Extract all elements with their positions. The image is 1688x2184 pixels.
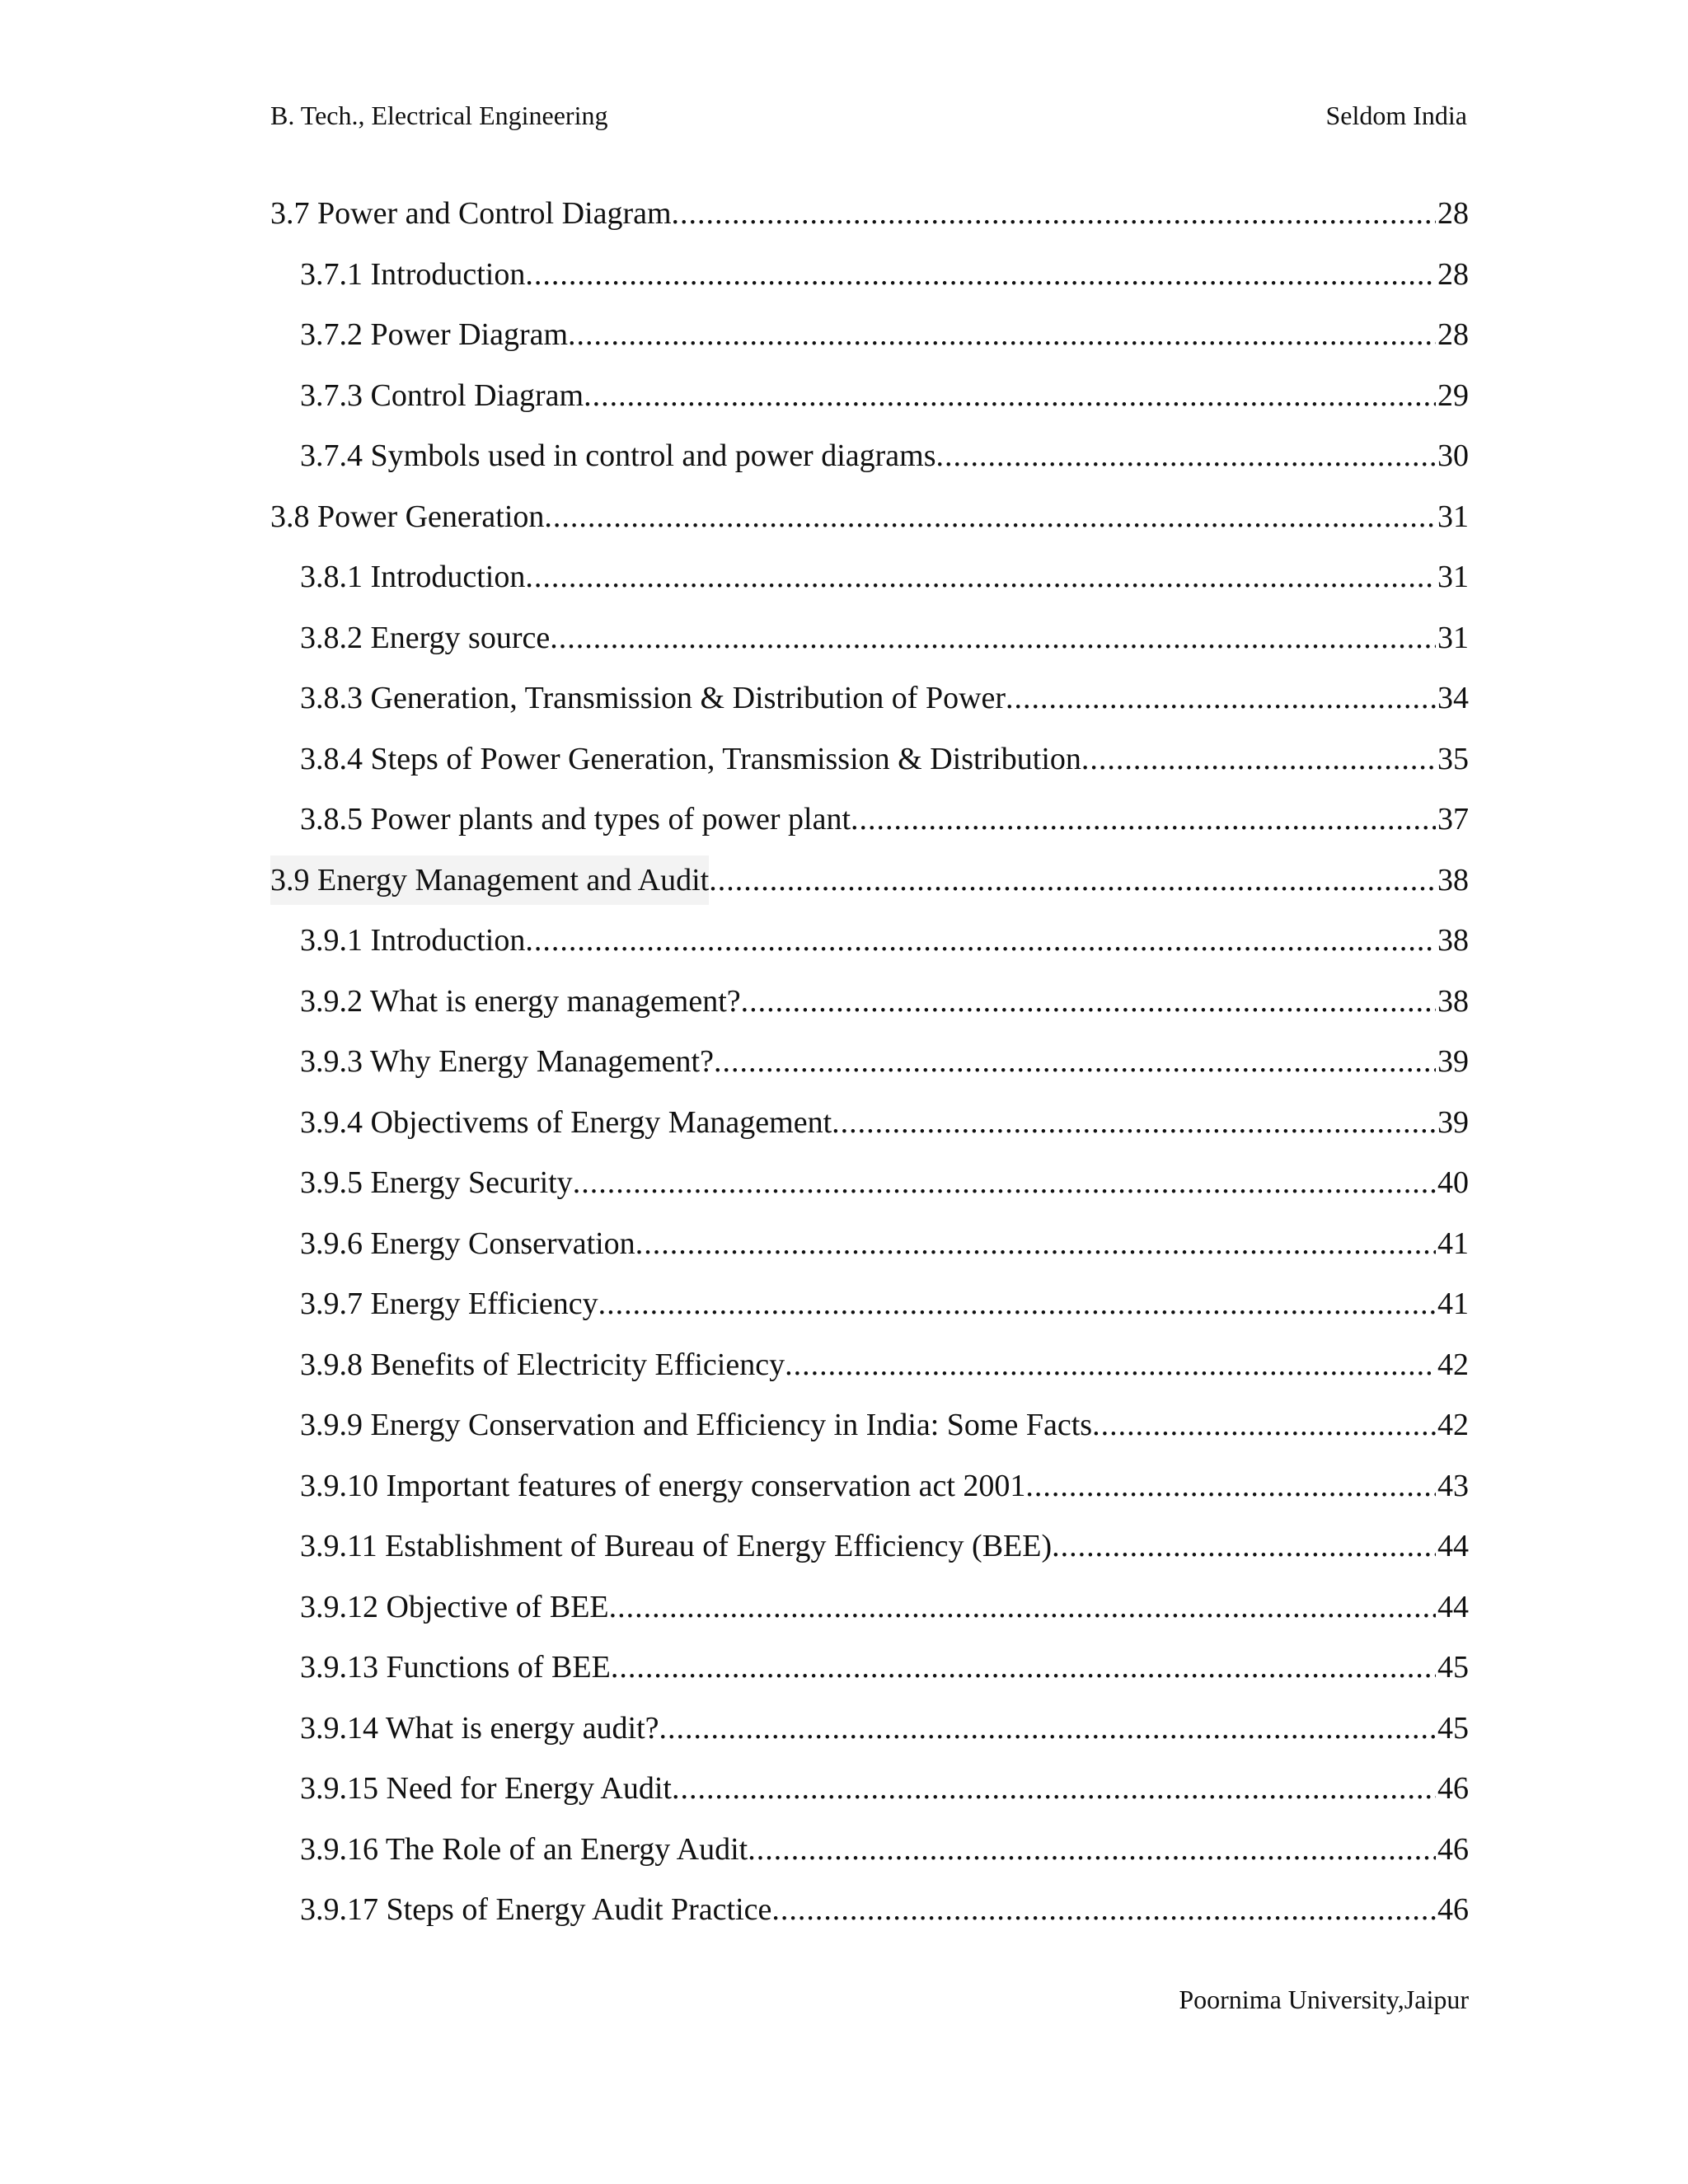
dot-leader	[525, 250, 1436, 299]
dot-leader	[709, 855, 1436, 905]
dot-leader	[1006, 673, 1436, 723]
dot-leader	[659, 1704, 1437, 1753]
toc-entry-page-number: 42	[1437, 1347, 1469, 1382]
toc-entry-title: 3.9.15 Need for Energy Audit	[300, 1771, 672, 1806]
dot-leader	[525, 916, 1436, 965]
toc-entry[interactable]	[270, 1764, 1469, 1825]
toc-entry-title: 3.7 Power and Control Diagram	[270, 196, 672, 231]
toc-entry-page-number: 28	[1437, 196, 1469, 231]
toc-entry-page-number: 46	[1437, 1771, 1469, 1806]
toc-entry-title: 3.9 Energy Management and Audit	[270, 855, 709, 905]
toc-entry-page-number: 31	[1437, 620, 1469, 655]
dot-leader	[635, 1219, 1436, 1268]
dot-leader	[832, 1098, 1436, 1147]
toc-entry-page-number: 44	[1437, 1589, 1469, 1624]
toc-entry-title: 3.8.4 Steps of Power Generation, Transmission & Distribution	[300, 741, 1081, 776]
toc-entry[interactable]	[270, 1582, 1469, 1643]
dot-leader	[851, 794, 1436, 844]
page-footer: Poornima University,Jaipur	[1179, 1985, 1469, 2014]
toc-entry-title: 3.8.1 Introduction	[300, 560, 526, 594]
toc-entry-page-number: 46	[1437, 1892, 1469, 1927]
dot-leader	[525, 552, 1436, 602]
toc-entry-page-number: 41	[1437, 1226, 1469, 1261]
toc-entry[interactable]	[270, 613, 1469, 674]
toc-entry[interactable]	[270, 189, 1469, 250]
toc-entry-page-number: 43	[1437, 1468, 1469, 1503]
dot-leader	[1052, 1521, 1436, 1571]
toc-entry-page-number: 38	[1437, 862, 1469, 898]
toc-entry-page-number: 29	[1437, 377, 1469, 413]
toc-entry-page-number: 38	[1437, 923, 1469, 958]
toc-entry-title: 3.9.5 Energy Security	[300, 1165, 573, 1200]
toc-entry[interactable]	[270, 1340, 1469, 1401]
toc-entry[interactable]	[270, 1704, 1469, 1765]
toc-entry-title: 3.9.17 Steps of Energy Audit Practice	[300, 1892, 772, 1927]
toc-entry-title: 3.9.2 What is energy management?	[300, 983, 741, 1019]
toc-entry[interactable]	[270, 492, 1469, 553]
toc-entry[interactable]	[270, 1825, 1469, 1886]
toc-entry-title: 3.9.4 Objectivems of Energy Management	[300, 1104, 832, 1140]
toc-entry-page-number: 28	[1437, 256, 1469, 292]
toc-entry-page-number: 31	[1437, 560, 1469, 594]
toc-entry[interactable]	[270, 734, 1469, 795]
toc-entry[interactable]	[270, 1037, 1469, 1098]
dot-leader	[544, 492, 1436, 541]
dot-leader	[1092, 1400, 1436, 1450]
toc-entry-title: 3.9.16 The Role of an Energy Audit	[300, 1831, 748, 1867]
toc-entry-title: 3.9.7 Energy Efficiency	[300, 1286, 598, 1321]
toc-entry-title: 3.7.4 Symbols used in control and power diagrams	[300, 438, 936, 473]
table-of-contents	[270, 189, 1469, 1946]
toc-entry[interactable]	[270, 1279, 1469, 1340]
toc-entry-title: 3.9.3 Why Energy Management?	[300, 1044, 714, 1079]
dot-leader	[714, 1037, 1436, 1086]
header-org: Seldom India	[1325, 100, 1467, 130]
toc-entry-title: 3.9.14 What is energy audit?	[300, 1710, 659, 1746]
toc-entry-page-number: 37	[1437, 802, 1469, 837]
toc-entry[interactable]	[270, 1098, 1469, 1159]
toc-entry-page-number: 31	[1437, 499, 1469, 534]
toc-entry[interactable]	[270, 855, 1469, 916]
toc-entry[interactable]	[270, 673, 1469, 734]
toc-entry-title: 3.9.1 Introduction	[300, 923, 526, 958]
dot-leader	[936, 431, 1436, 480]
toc-entry-page-number: 40	[1437, 1165, 1469, 1200]
toc-entry-page-number: 45	[1437, 1710, 1469, 1746]
toc-entry-title: 3.8 Power Generation	[270, 499, 545, 534]
dot-leader	[611, 1643, 1436, 1692]
toc-entry-title: 3.9.11 Establishment of Bureau of Energy Efficiency (BEE)	[300, 1529, 1053, 1563]
toc-entry[interactable]	[270, 1643, 1469, 1704]
header-course: B. Tech., Electrical Engineering	[270, 100, 608, 130]
toc-entry-page-number: 41	[1437, 1286, 1469, 1321]
toc-entry-page-number: 38	[1437, 983, 1469, 1019]
toc-entry-title: 3.9.12 Objective of BEE	[300, 1589, 609, 1624]
toc-entry-title: 3.9.9 Energy Conservation and Efficiency in India: Some Facts	[300, 1408, 1093, 1442]
dot-leader	[1025, 1461, 1436, 1511]
toc-entry[interactable]	[270, 552, 1469, 613]
toc-entry[interactable]	[270, 1219, 1469, 1280]
toc-entry-title: 3.9.8 Benefits of Electricity Efficiency	[300, 1347, 785, 1382]
toc-entry-title: 3.8.3 Generation, Transmission & Distribution of Power	[300, 681, 1006, 715]
toc-entry-title: 3.9.13 Functions of BEE	[300, 1650, 611, 1685]
dot-leader	[598, 1279, 1436, 1329]
toc-entry[interactable]	[270, 916, 1469, 977]
toc-entry-title: 3.8.2 Energy source	[300, 620, 551, 655]
toc-entry-title: 3.8.5 Power plants and types of power plant	[300, 802, 851, 837]
toc-entry-title: 3.7.2 Power Diagram	[300, 317, 569, 352]
dot-leader	[672, 189, 1436, 238]
dot-leader	[672, 1764, 1436, 1813]
toc-entry-page-number: 46	[1437, 1831, 1469, 1867]
dot-leader	[1081, 734, 1436, 784]
toc-entry[interactable]	[270, 977, 1469, 1038]
toc-entry[interactable]	[270, 1461, 1469, 1522]
dot-leader	[771, 1885, 1436, 1934]
page-header	[270, 97, 1467, 134]
toc-entry-page-number: 30	[1437, 438, 1469, 473]
dot-leader	[785, 1340, 1436, 1390]
toc-entry[interactable]	[270, 250, 1469, 311]
toc-entry-page-number: 39	[1437, 1044, 1469, 1079]
toc-entry-title: 3.7.1 Introduction	[300, 256, 526, 292]
toc-entry-page-number: 42	[1437, 1408, 1469, 1442]
toc-entry[interactable]	[270, 1885, 1469, 1946]
dot-leader	[584, 371, 1436, 420]
dot-leader	[609, 1582, 1436, 1632]
toc-entry[interactable]	[270, 1521, 1469, 1582]
toc-entry-page-number: 39	[1437, 1104, 1469, 1140]
dot-leader	[748, 1825, 1436, 1874]
toc-entry-page-number: 34	[1437, 681, 1469, 715]
toc-entry-title: 3.9.6 Energy Conservation	[300, 1226, 635, 1261]
dot-leader	[573, 1158, 1436, 1207]
dot-leader	[550, 613, 1436, 663]
dot-leader	[568, 310, 1436, 359]
toc-entry-title: 3.9.10 Important features of energy conservation act 2001	[300, 1468, 1026, 1503]
toc-entry[interactable]	[270, 1158, 1469, 1219]
toc-entry-page-number: 45	[1437, 1650, 1469, 1685]
toc-entry[interactable]	[270, 431, 1469, 492]
toc-entry-page-number: 35	[1437, 741, 1469, 776]
toc-entry[interactable]	[270, 1400, 1469, 1461]
toc-entry[interactable]	[270, 310, 1469, 371]
dot-leader	[741, 977, 1436, 1026]
toc-entry-page-number: 28	[1437, 317, 1469, 352]
toc-entry-page-number: 44	[1437, 1529, 1469, 1563]
toc-entry[interactable]	[270, 794, 1469, 855]
toc-entry-title: 3.7.3 Control Diagram	[300, 377, 584, 413]
toc-entry[interactable]	[270, 371, 1469, 432]
